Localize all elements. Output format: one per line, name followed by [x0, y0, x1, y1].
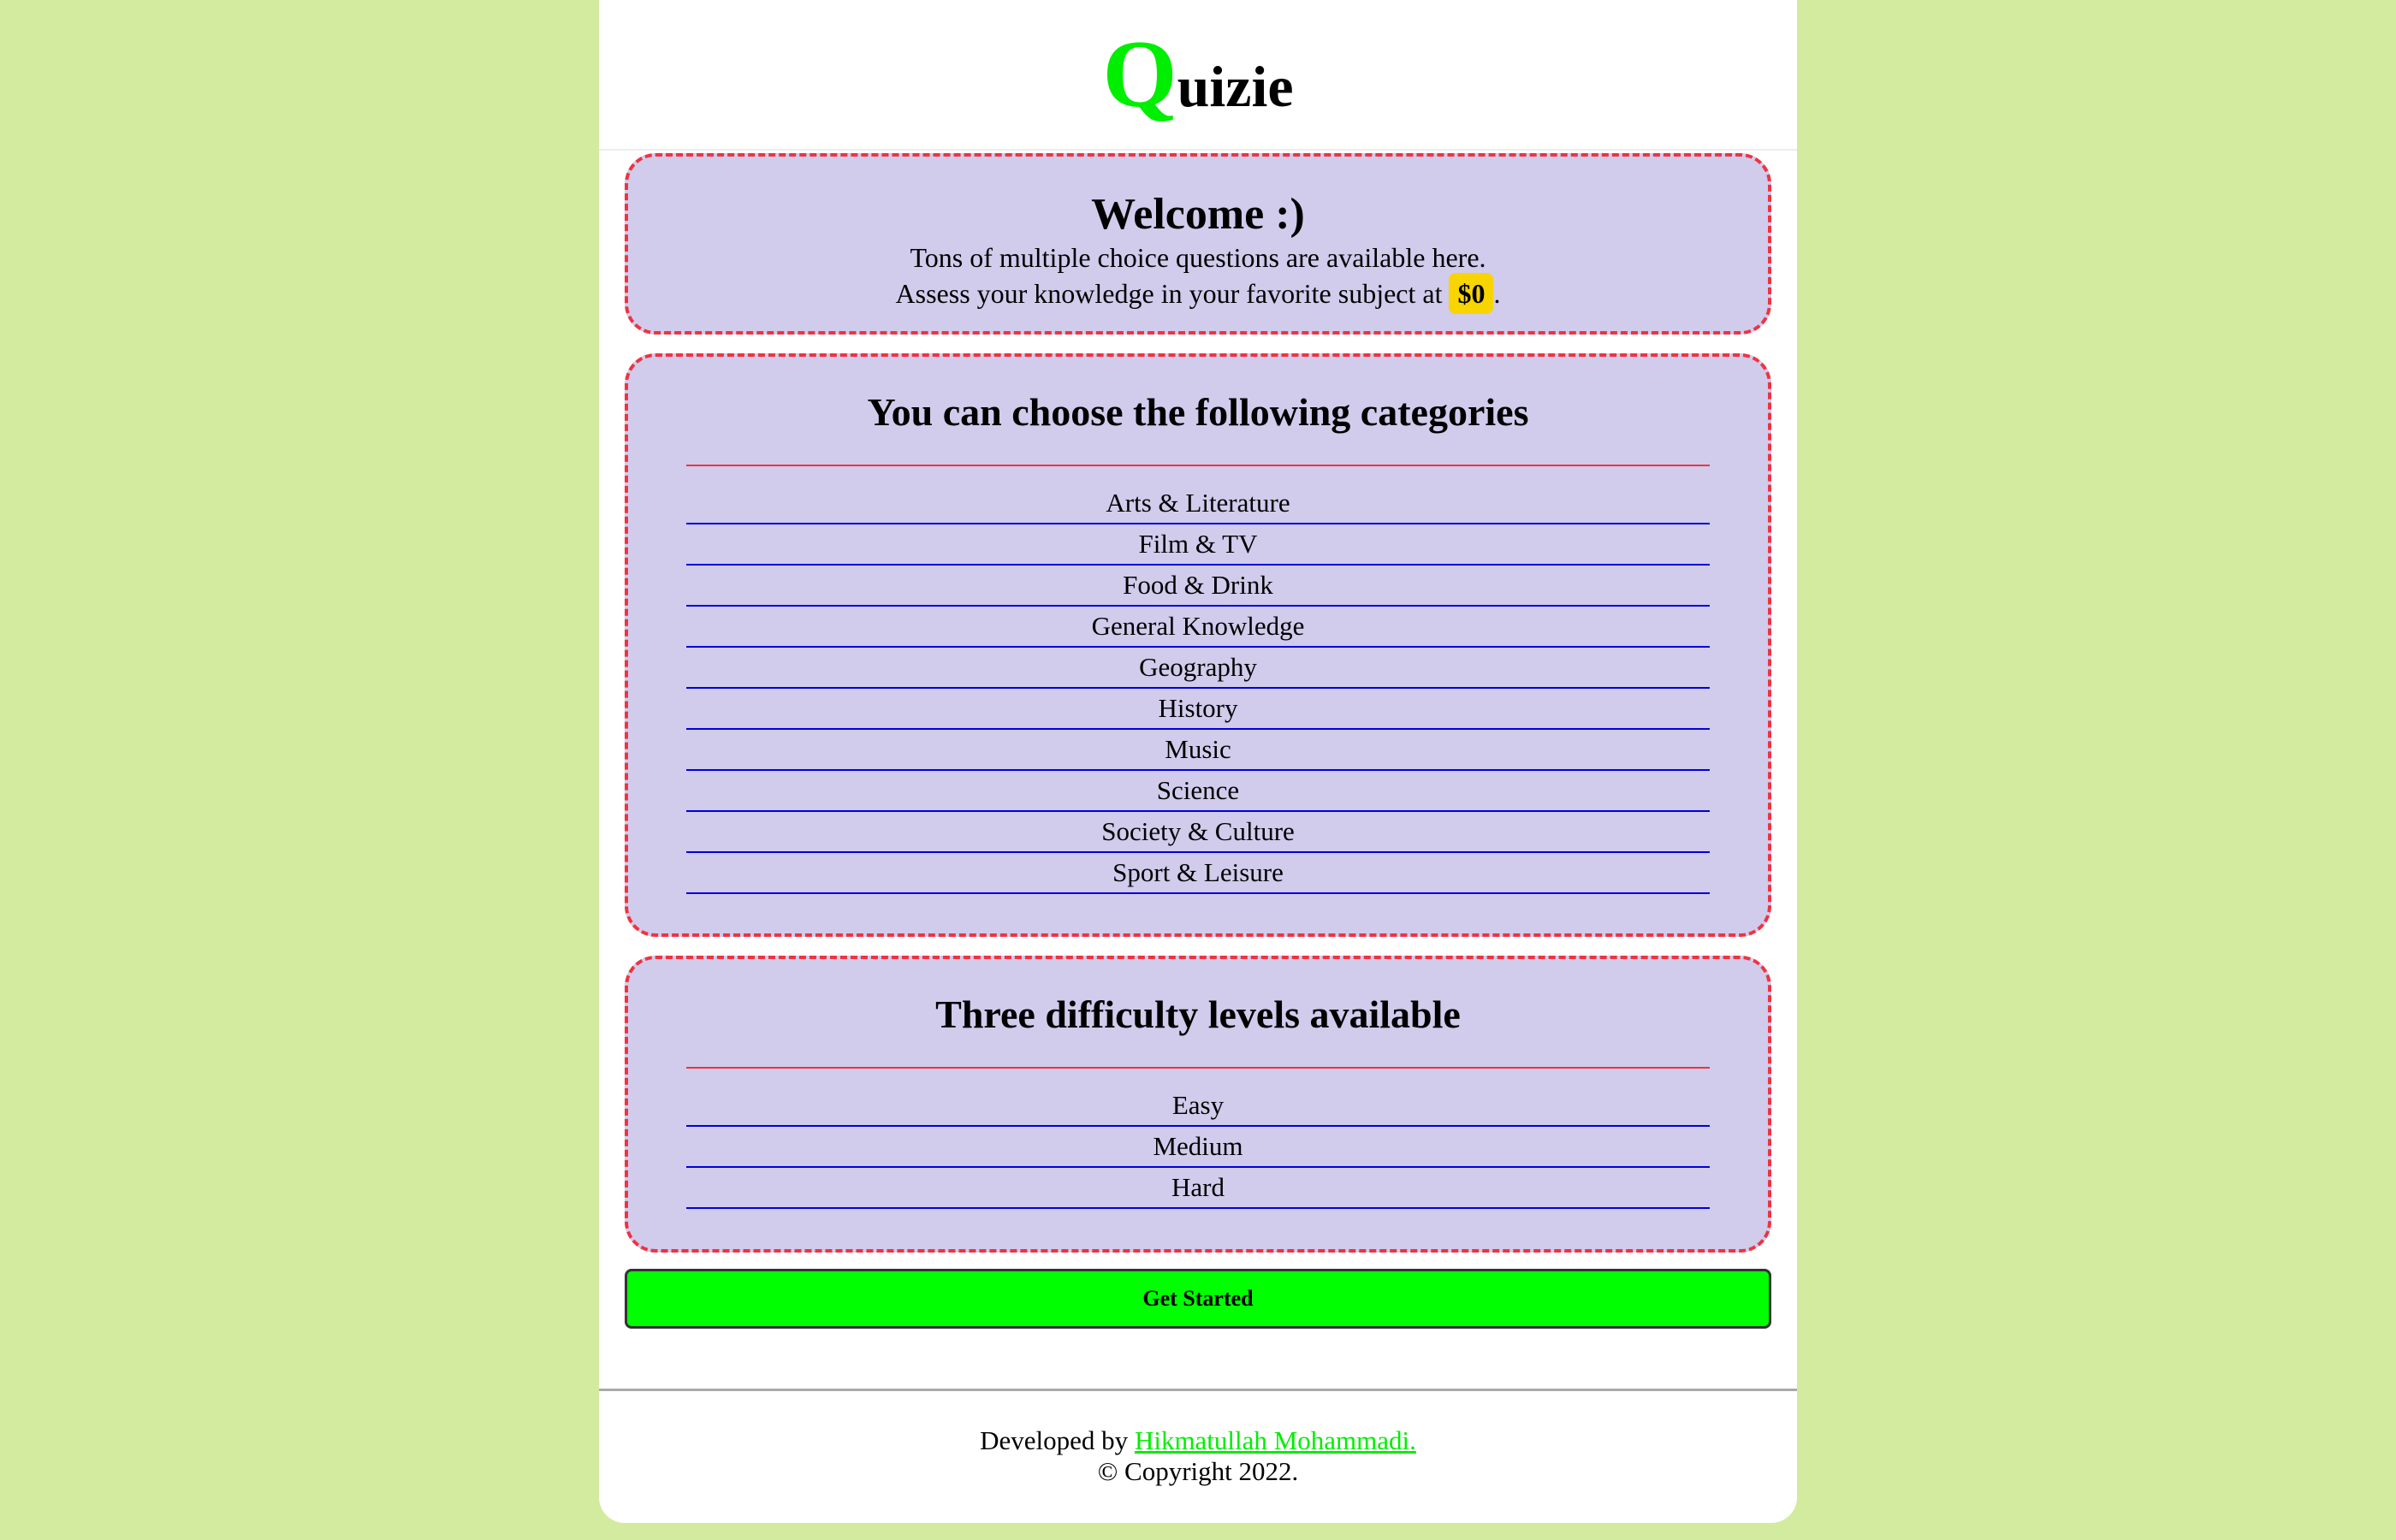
category-item: Sport & Leisure [686, 853, 1710, 894]
category-item: Food & Drink [686, 566, 1710, 607]
categories-title: You can choose the following categories [867, 390, 1529, 434]
welcome-line-2-end: . [1493, 278, 1501, 309]
difficulty-item: Medium [686, 1127, 1710, 1168]
difficulty-card [625, 956, 1771, 1253]
site-footer [599, 1425, 1797, 1487]
difficulty-title: Three difficulty levels available [935, 992, 1461, 1036]
site-header [599, 0, 1797, 151]
categories-list [686, 465, 1710, 894]
logo-text: uizie [1177, 54, 1294, 119]
category-item: Music [686, 730, 1710, 771]
welcome-line-2-text: Assess your knowledge in your favorite subject at [895, 278, 1443, 309]
welcome-title: Welcome :) [1091, 190, 1305, 239]
developer-credit [599, 1425, 1797, 1456]
welcome-line-2 [628, 273, 1768, 314]
get-started-button[interactable]: Get Started [625, 1269, 1771, 1329]
category-item: General Knowledge [686, 607, 1710, 648]
page-container [599, 0, 1797, 1523]
category-item: History [686, 689, 1710, 730]
welcome-card [625, 153, 1771, 335]
category-item: Film & TV [686, 524, 1710, 566]
copyright-text: © Copyright 2022. [1097, 1456, 1299, 1486]
developed-by-text: Developed by [980, 1425, 1129, 1455]
logo-initial: Q [1102, 21, 1177, 127]
difficulty-item: Easy [686, 1086, 1710, 1127]
category-item: Geography [686, 648, 1710, 689]
welcome-line-1: Tons of multiple choice questions are available here. [910, 242, 1486, 273]
difficulty-item: Hard [686, 1168, 1710, 1209]
categories-card [625, 353, 1771, 937]
author-link[interactable]: Hikmatullah Mohammadi. [1134, 1425, 1416, 1455]
app-logo[interactable] [1102, 21, 1294, 127]
footer-divider [599, 1389, 1797, 1391]
difficulty-list [686, 1067, 1710, 1209]
category-item: Arts & Literature [686, 483, 1710, 524]
price-badge: $0 [1449, 273, 1493, 314]
category-item: Society & Culture [686, 812, 1710, 853]
category-item: Science [686, 771, 1710, 812]
